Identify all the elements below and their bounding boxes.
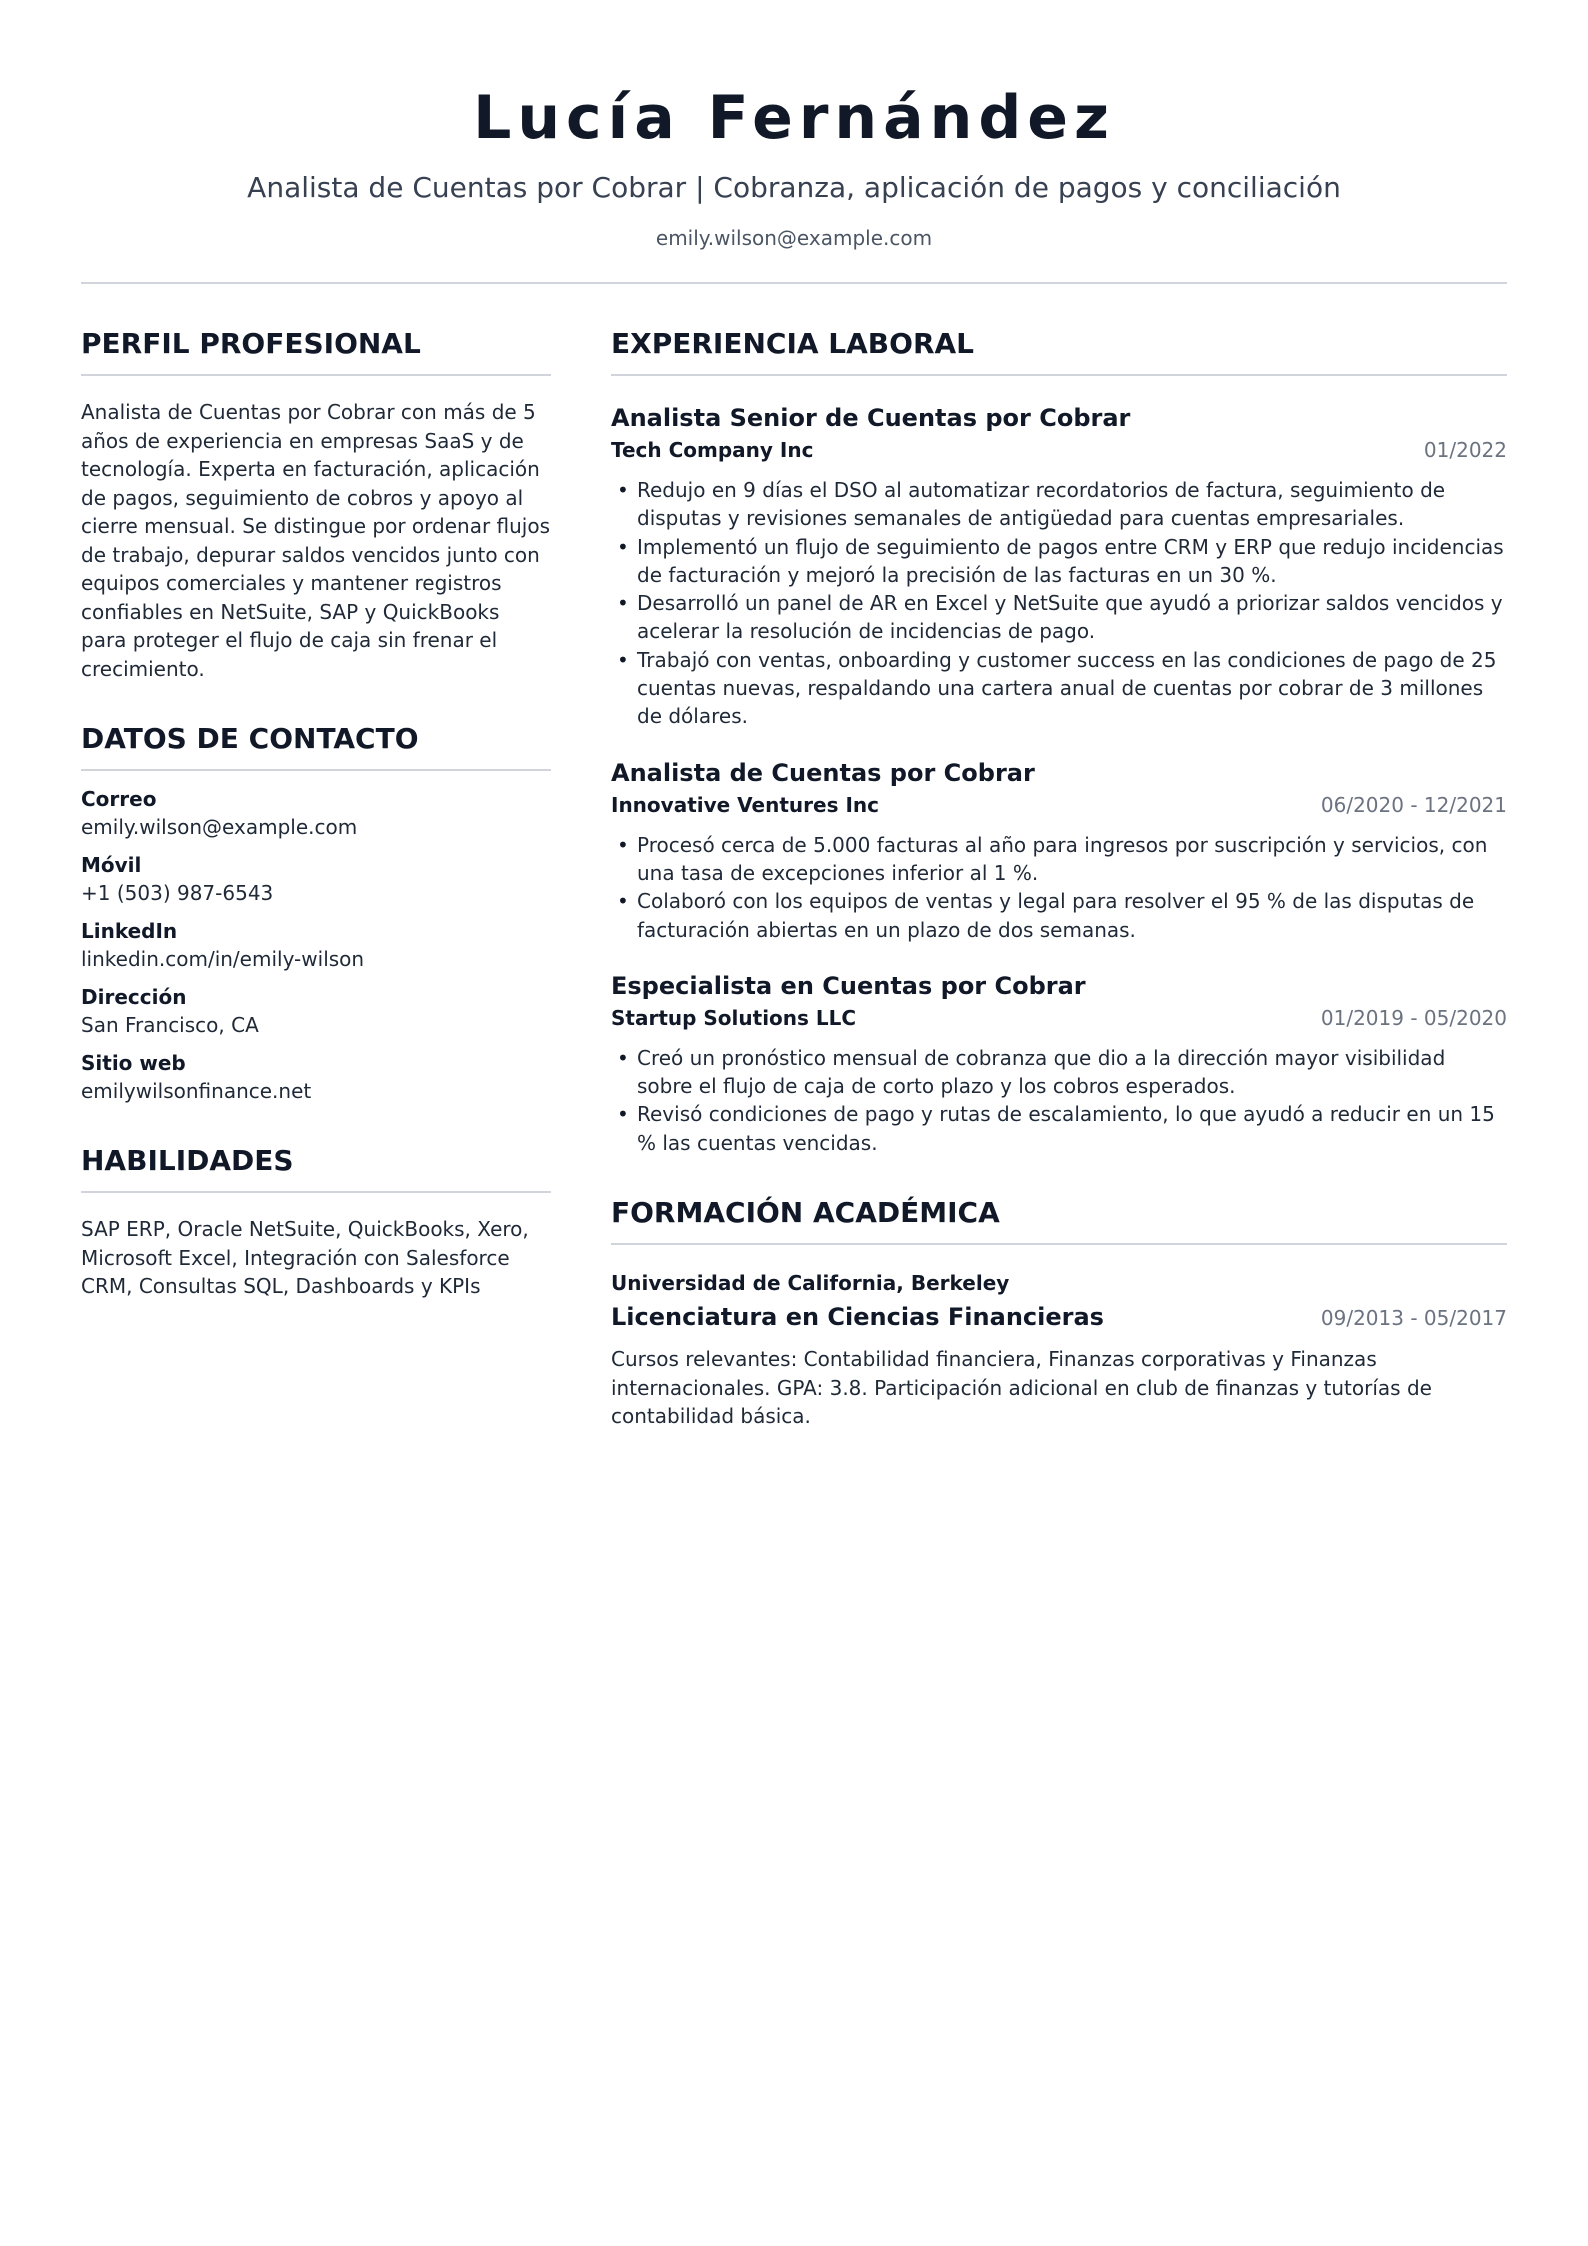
- job-bullet: • Revisó condiciones de pago y rutas de escalamiento, lo que ayudó a reducir en un 15 % las cuentas vencidas.: [611, 1100, 1507, 1157]
- profile-text: Analista de Cuentas por Cobrar con más de 5 años de experiencia en empresas SaaS y de tecnología. Experta en facturación, aplicación de pagos, seguimiento de cobros y apoyo al cierre mensual. Se distingue por ordenar flujos de trabajo, depurar saldos vencidos junto con equipos comerciales y mantener registros confiables en NetSuite, SAP y QuickBooks para proteger el flujo de caja sin frenar el crecimiento.: [81, 400, 551, 681]
- skills-text: SAP ERP, Oracle NetSuite, QuickBooks, Xero, Microsoft Excel, Integración con Salesforce CRM, Consultas SQL, Dashboards y KPIs: [81, 1217, 529, 1298]
- job-bullet: • Desarrolló un panel de AR en Excel y NetSuite que ayudó a priorizar saldos vencidos y acelerar la resolución de incidencias de pago.: [611, 589, 1507, 646]
- job-entry: [611, 402, 1507, 731]
- experience-section: [611, 326, 1507, 1157]
- candidate-headline: Analista de Cuentas por Cobrar | Cobranza, aplicación de pagos y conciliación: [247, 171, 1341, 204]
- job-entry: [611, 757, 1507, 944]
- education-school: Universidad de California, Berkeley: [611, 1271, 1010, 1296]
- job-bullet: • Colaboró con los equipos de ventas y legal para resolver el 95 % de las disputas de facturación abiertas en un plazo de dos semanas.: [611, 887, 1507, 944]
- job-bullet: • Redujo en 9 días el DSO al automatizar recordatorios de factura, seguimiento de disputas y revisiones semanales de antigüedad para cuentas empresariales.: [611, 476, 1507, 533]
- education-section: [611, 1195, 1507, 1431]
- job-meta: [611, 436, 1507, 464]
- education-details: Cursos relevantes: Contabilidad financiera, Finanzas corporativas y Finanzas internacionales. GPA: 3.8. Participación adicional en club de finanzas y tutorías de contabilidad básica.: [611, 1347, 1432, 1429]
- job-company: Innovative Ventures Inc: [611, 792, 879, 817]
- job-company: Tech Company Inc: [611, 438, 814, 462]
- job-bullet: • Implementó un flujo de seguimiento de pagos entre CRM y ERP que redujo incidencias de facturación y mejoró la precisión de las facturas en un 30 %.: [611, 533, 1507, 590]
- contact-address-label: Dirección: [81, 985, 187, 1009]
- header-email: emily.wilson@example.com: [655, 226, 933, 250]
- contact-website-value: emilywilsonfinance.net: [81, 1079, 312, 1103]
- left-column: [81, 326, 551, 1469]
- contact-list: [81, 785, 551, 1105]
- resume-header: [81, 0, 1507, 284]
- job-title: Analista Senior de Cuentas por Cobrar: [611, 404, 1131, 432]
- contact-linkedin-value: linkedin.com/in/emily-wilson: [81, 947, 365, 971]
- contact-phone-value: +1 (503) 987-6543: [81, 881, 274, 905]
- job-bullets: [611, 476, 1507, 731]
- education-meta: [611, 1301, 1507, 1333]
- contact-email-label: Correo: [81, 787, 157, 811]
- education-entry: [611, 1269, 1507, 1431]
- job-dates: 01/2022: [1423, 438, 1507, 462]
- job-company: Startup Solutions LLC: [611, 1005, 857, 1030]
- contact-section: [81, 721, 551, 1105]
- skills-section: [81, 1143, 551, 1301]
- header-divider: [81, 282, 1507, 284]
- contact-title: DATOS DE CONTACTO: [81, 721, 551, 771]
- job-dates: 01/2019 - 05/2020: [1320, 1005, 1507, 1030]
- contact-address-value: San Francisco, CA: [81, 1013, 259, 1037]
- job-bullet: • Procesó cerca de 5.000 facturas al año para ingresos por suscripción y servicios, con una tasa de excepciones inferior al 1 %.: [611, 831, 1507, 888]
- right-column: [611, 326, 1507, 1469]
- job-meta: [611, 791, 1507, 819]
- profile-title: PERFIL PROFESIONAL: [81, 326, 551, 376]
- job-bullets: [611, 831, 1507, 944]
- job-title: Especialista en Cuentas por Cobrar: [611, 971, 1086, 1000]
- job-entry: [611, 970, 1507, 1157]
- job-meta: [611, 1004, 1507, 1032]
- experience-title: EXPERIENCIA LABORAL: [611, 326, 1507, 376]
- contact-website-label: Sitio web: [81, 1051, 186, 1075]
- job-bullet: • Creó un pronóstico mensual de cobranza que dio a la dirección mayor visibilidad sobre el flujo de caja de corto plazo y los cobros esperados.: [611, 1044, 1507, 1101]
- job-dates: 06/2020 - 12/2021: [1320, 792, 1507, 817]
- profile-section: [81, 326, 551, 683]
- contact-linkedin-label: LinkedIn: [81, 919, 178, 943]
- skills-title: HABILIDADES: [81, 1143, 551, 1193]
- job-bullet: • Trabajó con ventas, onboarding y customer success en las condiciones de pago de 25 cuentas nuevas, respaldando una cartera anual de cuentas por cobrar de 3 millones de dólares.: [611, 646, 1507, 731]
- job-title: Analista de Cuentas por Cobrar: [611, 758, 1035, 787]
- education-dates: 09/2013 - 05/2017: [1320, 1306, 1507, 1331]
- contact-email-value: emily.wilson@example.com: [81, 815, 358, 839]
- resume-columns: [81, 326, 1507, 1469]
- education-degree: Licenciatura en Ciencias Financieras: [611, 1303, 1104, 1332]
- education-title: FORMACIÓN ACADÉMICA: [611, 1195, 1507, 1245]
- contact-phone-label: Móvil: [81, 853, 142, 877]
- job-bullets: [611, 1044, 1507, 1157]
- candidate-name: Lucía Fernández: [473, 83, 1115, 153]
